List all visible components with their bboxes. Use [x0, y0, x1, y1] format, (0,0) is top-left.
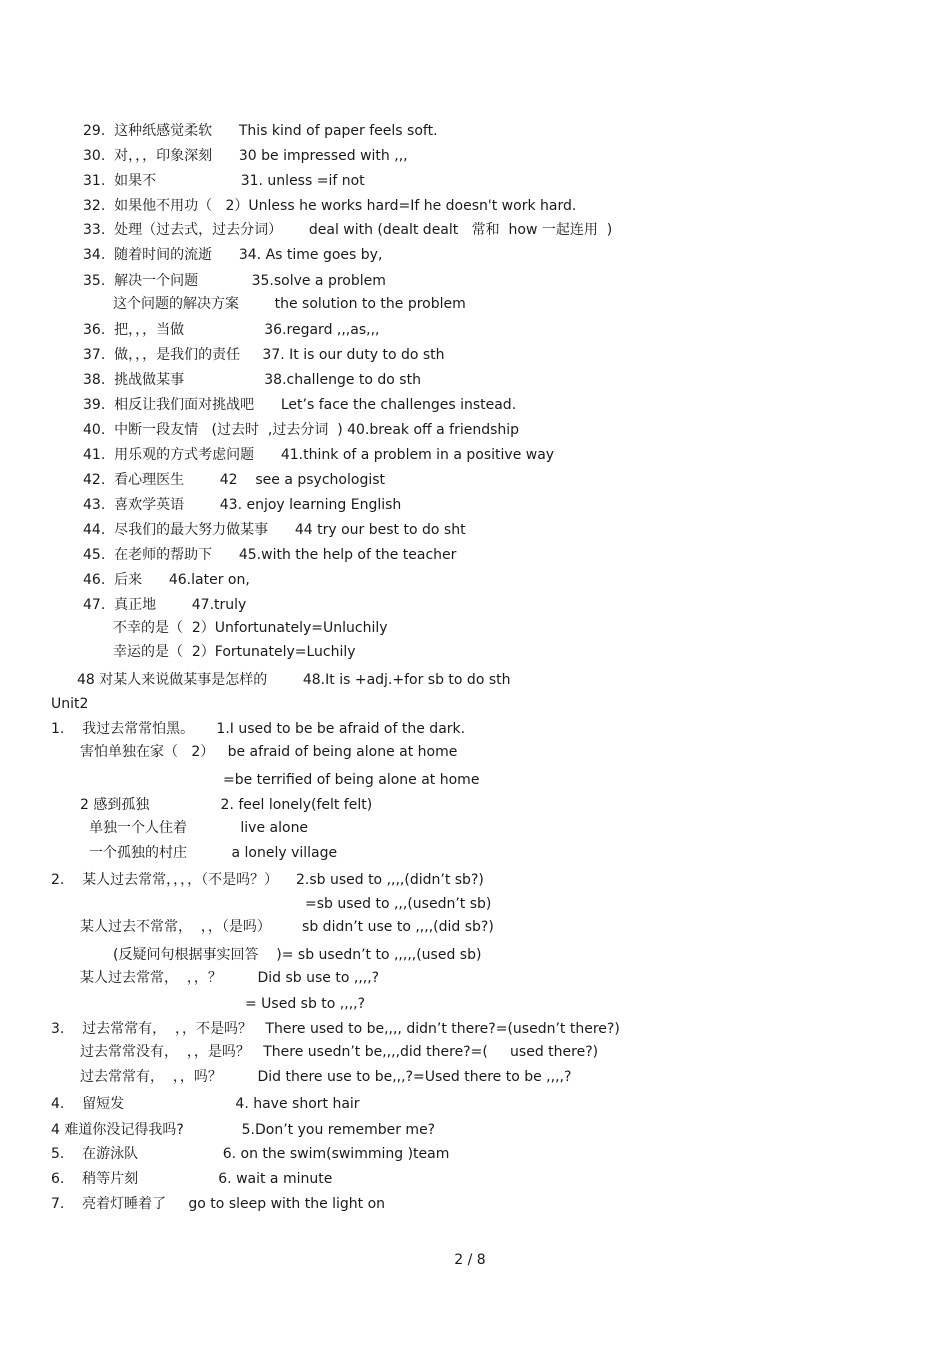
text-line: 32. 如果他不用功（ 2）Unless he works hard=If he doesn't work hard.: [83, 198, 577, 214]
text-line: 39. 相反让我们面对挑战吧 Let’s face the challenges instead.: [83, 397, 517, 413]
text-line: 5. 在游泳队 6. on the swim(swimming )team: [51, 1146, 450, 1162]
text-line: 35. 解决一个问题 35.solve a problem: [83, 273, 386, 289]
text-line: 48 对某人来说做某事是怎样的 48.It is +adj.+for sb to do sth: [77, 672, 511, 688]
text-line: 30. 对，，，印象深刻 30 be impressed with ,,,: [83, 148, 408, 164]
text-line: 44. 尽我们的最大努力做某事 44 try our best to do sht: [83, 522, 466, 538]
text-line: 46. 后来 46.later on,: [83, 572, 250, 588]
text-line: 36. 把，，，当做 36.regard ,,,as,,,: [83, 322, 380, 338]
text-line: 47. 真正地 47.truly: [83, 597, 247, 613]
text-line: 某人过去常常， ，，？ Did sb use to ,,,,?: [80, 970, 380, 986]
text-line: (反疑问句根据事实回答 )= sb usedn’t to ,,,,,(used sb): [113, 947, 482, 963]
text-line: 4. 留短发 4. have short hair: [51, 1096, 360, 1112]
text-line: 34. 随着时间的流逝 34. As time goes by,: [83, 247, 383, 263]
text-line: 害怕单独在家（ 2） be afraid of being alone at home: [80, 744, 458, 760]
text-line: =be terrified of being alone at home: [223, 772, 480, 788]
text-line: 3. 过去常常有， ，，不是吗？ There used to be,,,, didn’t there?=(usedn’t there?): [51, 1021, 620, 1037]
text-line: 29. 这种纸感觉柔软 This kind of paper feels soft.: [83, 123, 438, 139]
text-line: 2. 某人过去常常，，，，（不是吗？） 2.sb used to ,,,,(didn’t sb?): [51, 872, 484, 888]
text-line: 42. 看心理医生 42 see a psychologist: [83, 472, 385, 488]
text-line: 一个孤独的村庄 a lonely village: [89, 845, 338, 861]
text-line: 1. 我过去常常怕黑。 1.I used to be be afraid of the dark.: [51, 721, 466, 737]
text-line: 38. 挑战做某事 38.challenge to do sth: [83, 372, 421, 388]
text-line: =sb used to ,,,(usedn’t sb): [305, 896, 492, 912]
text-line: = Used sb to ,,,,?: [245, 996, 366, 1012]
text-line: 45. 在老师的帮助下 45.with the help of the teacher: [83, 547, 457, 563]
text-line: 幸运的是（ 2）Fortunately=Luchily: [113, 644, 356, 660]
text-line: 37. 做，，，是我们的责任 37. It is our duty to do sth: [83, 347, 445, 363]
text-line: 这个问题的解决方案 the solution to the problem: [113, 296, 466, 312]
text-line: 某人过去不常常， ，，（是吗） sb didn’t use to ,,,,(did sb?): [80, 919, 494, 935]
text-line: 不幸的是（ 2）Unfortunately=Unluchily: [113, 620, 388, 636]
text-line: 31. 如果不 31. unless =if not: [83, 173, 365, 189]
text-line: 2 感到孤独 2. feel lonely(felt felt): [80, 797, 373, 813]
text-line: 43. 喜欢学英语 43. enjoy learning English: [83, 497, 402, 513]
text-line: 过去常常没有， ，，是吗？ There usedn’t be,,,,did there?=( used there?): [80, 1044, 599, 1060]
page-number: 2 / 8: [454, 1252, 486, 1268]
text-line: 4 难道你没记得我吗? 5.Don’t you remember me?: [51, 1122, 436, 1138]
text-line: 过去常常有， ，，吗？ Did there use to be,,,?=Used there to be ,,,,?: [80, 1069, 572, 1085]
text-line: 40. 中断一段友情 (过去时 ,过去分词 ) 40.break off a friendship: [83, 422, 520, 438]
text-line: 33. 处理（过去式，过去分词） deal with (dealt dealt 常和 how 一起连用 ): [83, 222, 613, 238]
text-line: 41. 用乐观的方式考虑问题 41.think of a problem in a positive way: [83, 447, 555, 463]
text-line: 7. 亮着灯睡着了 go to sleep with the light on: [51, 1196, 386, 1212]
text-line: 单独一个人住着 live alone: [89, 820, 309, 836]
text-line: 6. 稍等片刻 6. wait a minute: [51, 1171, 333, 1187]
section-heading: Unit2: [51, 696, 89, 712]
